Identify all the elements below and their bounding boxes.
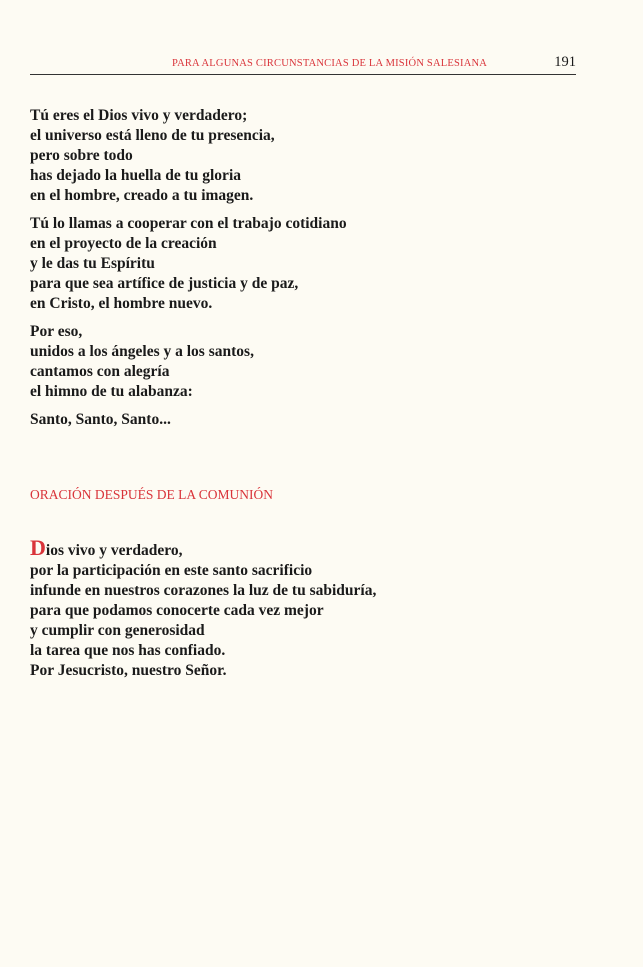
drop-cap: D [30,535,46,560]
text-line: en el hombre, creado a tu imagen. [30,187,254,204]
preface-text [30,106,590,438]
stanza [30,322,590,402]
text-line: Tú lo llamas a cooperar con el trabajo cotidiano [30,215,347,232]
text-line: pero sobre todo [30,147,133,164]
text-line: y cumplir con generosidad [30,622,205,639]
stanza [30,106,590,206]
page-number: 191 [554,54,576,70]
text-line: y le das tu Espíritu [30,255,155,272]
text-line: la tarea que nos has confiado. [30,642,226,659]
text-line: Por Jesucristo, nuestro Señor. [30,662,227,679]
stanza [30,410,590,430]
running-head: PARA ALGUNAS CIRCUNSTANCIAS DE LA MISIÓN SALESIANA [172,58,488,69]
text-line: infunde en nuestros corazones la luz de tu sabiduría, [30,582,377,599]
stanza [30,214,590,314]
text-line: Por eso, [30,323,83,340]
text-line: Santo, Santo, Santo... [30,411,171,428]
prayer-text [30,535,610,681]
text-line: el universo está lleno de tu presencia, [30,127,275,144]
section-title: ORACIÓN DESPUÉS DE LA COMUNIÓN [30,487,274,502]
text-line: el himno de tu alabanza: [30,383,193,400]
first-line-text: ios vivo y verdadero, [45,542,183,559]
text-line: unidos a los ángeles y a los santos, [30,343,254,360]
text-line: para que podamos conocerte cada vez mejor [30,602,324,619]
text-line [30,535,610,561]
text-line: por la participación en este santo sacrificio [30,562,313,579]
text-line: para que sea artífice de justicia y de paz, [30,275,299,292]
text-line: Tú eres el Dios vivo y verdadero; [30,107,248,124]
page-header [30,52,576,75]
text-line: en Cristo, el hombre nuevo. [30,295,213,312]
text-line: cantamos con alegría [30,363,170,380]
text-line: has dejado la huella de tu gloria [30,167,241,184]
text-line: en el proyecto de la creación [30,235,217,252]
